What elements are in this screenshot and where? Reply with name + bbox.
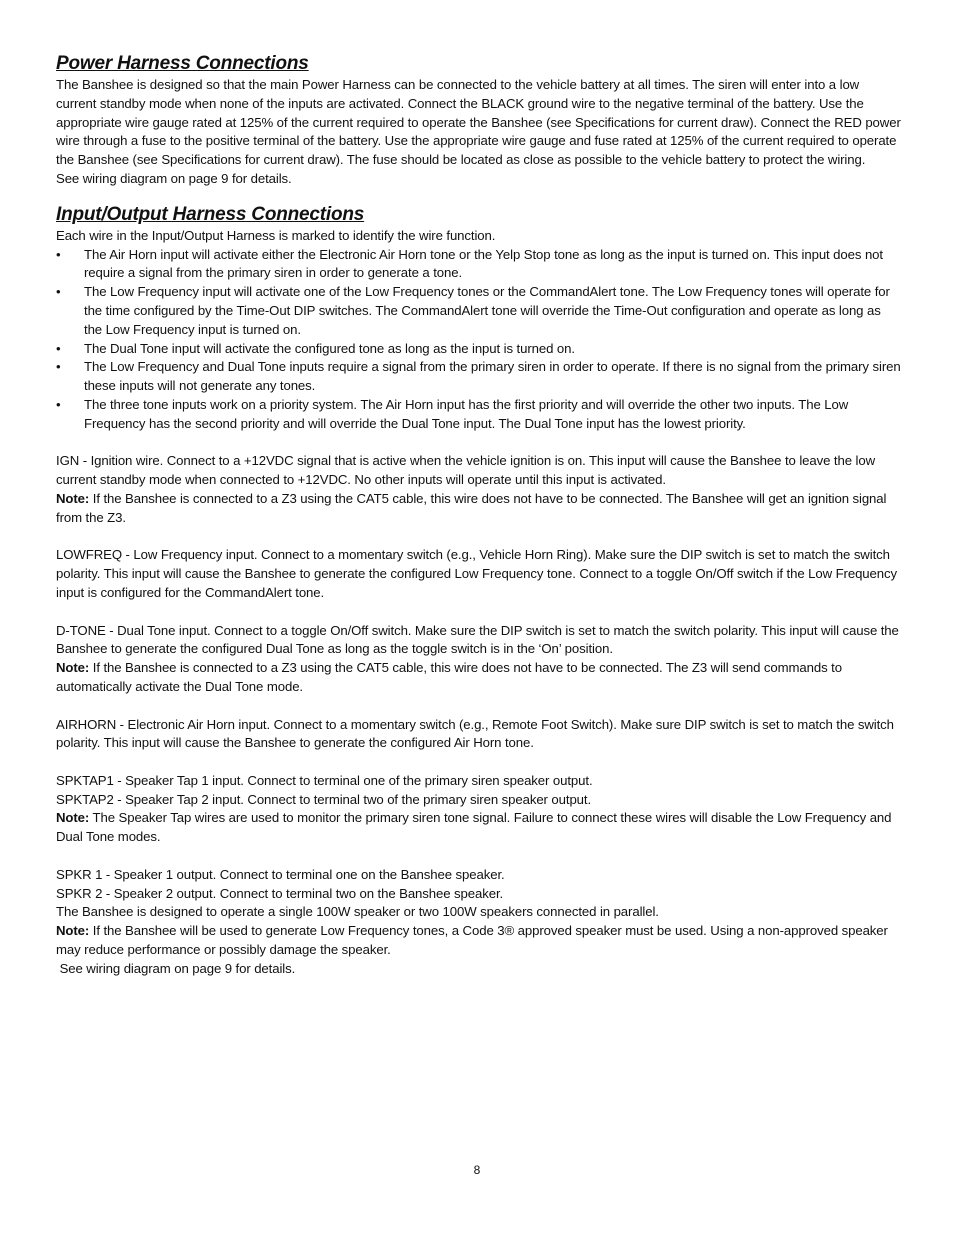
- spkr1-description: SPKR 1 - Speaker 1 output. Connect to terminal one on the Banshee speaker.: [56, 866, 505, 882]
- list-item: • The three tone inputs work on a priority system. The Air Horn input has the first priority and will override the other two inputs. The Low Frequency has the second priority and will override the Dual Tone input. The Dual Tone input has the lowest priority.: [56, 396, 849, 431]
- page-number: 8: [473, 1163, 481, 1177]
- io-harness-intro: Each wire in the Input/Output Harness is marked to identify the wire function.: [56, 227, 496, 243]
- speaker-see-diagram: See wiring diagram on page 9 for details.: [56, 960, 296, 976]
- spkr2-description: SPKR 2 - Speaker 2 output. Connect to terminal two on the Banshee speaker.: [56, 885, 504, 901]
- lowfreq-wire-section: [56, 546, 902, 602]
- io-bullet-list: [56, 246, 902, 434]
- speaker-note: Note: If the Banshee will be used to generate Low Frequency tones, a Code 3® approved speaker must be used. Using a non-approved speaker may reduce performance or possibly damage the speaker.: [56, 923, 888, 958]
- list-item: • The Air Horn input will activate either the Electronic Air Horn tone or the Yelp Stop tone as long as the input is turned on. This input does not require a signal from the primary siren in order to generate a tone.: [56, 246, 883, 281]
- airhorn-wire-section: [56, 716, 902, 754]
- spktap1-description: SPKTAP1 - Speaker Tap 1 input. Connect to terminal one of the primary siren speaker output.: [56, 772, 593, 788]
- dtone-wire-section: [56, 622, 902, 697]
- note-label: Note:: [56, 810, 90, 826]
- speaker-tap-note: Note: The Speaker Tap wires are used to monitor the primary siren tone signal. Failure to connect these wires will disable the Low Frequency and Dual Tone modes.: [56, 810, 892, 845]
- list-item: • The Low Frequency input will activate one of the Low Frequency tones or the CommandAlert tone. The Low Frequency tones will operate for the time configured by the Time-Out DIP switches. The CommandAlert tone will override the Time-Out configuration and operate as long as the Low Frequency input is turned on.: [56, 284, 890, 337]
- ign-wire-note: Note: If the Banshee is connected to a Z3 using the CAT5 cable, this wire does not have to be connected. The Banshee will get an ignition signal from the Z3.: [56, 490, 887, 525]
- power-harness-section: [56, 52, 902, 189]
- power-harness-body: The Banshee is designed so that the main Power Harness can be connected to the vehicle battery at all times. The siren will enter into a low current standby mode when none of the inputs are activated. Connect the BLACK ground wire to the negative terminal of the battery. Use the appropriate wire gauge rated at 125% of the current required to operate the Banshee (see Specifications for current draw). Connect the RED power wire through a fuse to the positive terminal of the battery. Use the appropriate wire gauge and fuse rated at 125% of the current required to operate the Banshee (see Specifications for current draw). The fuse should be located as close as possible to the vehicle battery to protect the wiring.: [56, 77, 901, 168]
- spktap2-description: SPKTAP2 - Speaker Tap 2 input. Connect to terminal two of the primary siren speaker output.: [56, 791, 592, 807]
- bullet-icon: •: [56, 284, 61, 300]
- list-item: • The Low Frequency and Dual Tone inputs require a signal from the primary siren in order to operate. If there is no signal from the primary siren these inputs will not generate any tones.: [56, 359, 901, 394]
- dtone-wire-description: D-TONE - Dual Tone input. Connect to a toggle On/Off switch. Make sure the DIP switch is set to match the switch polarity. This input will cause the Banshee to generate the configured Dual Tone as long as the toggle switch is in the ‘On’ position.: [56, 622, 899, 657]
- bullet-icon: •: [56, 396, 61, 412]
- speaker-output-section: [56, 866, 902, 979]
- io-harness-heading: Input/Output Harness Connections: [56, 203, 365, 225]
- lowfreq-wire-description: LOWFREQ - Low Frequency input. Connect to a momentary switch (e.g., Vehicle Horn Ring). Make sure the DIP switch is set to match the switch polarity. This input will cause the Banshee to generate the configured Low Frequency tone. Connect to a toggle On/Off switch if the Low Frequency input is configured for the CommandAlert tone.: [56, 547, 897, 600]
- dtone-wire-note: Note: If the Banshee is connected to a Z3 using the CAT5 cable, this wire does not have to be connected. The Z3 will send commands to automatically activate the Dual Tone mode.: [56, 660, 842, 694]
- note-label: Note:: [56, 490, 90, 506]
- note-label: Note:: [56, 923, 90, 939]
- speaker-tap-section: [56, 772, 902, 847]
- list-item: • The Dual Tone input will activate the configured tone as long as the input is turned on.: [56, 340, 902, 359]
- bullet-icon: •: [56, 359, 61, 375]
- speaker-config-text: The Banshee is designed to operate a single 100W speaker or two 100W speakers connected in parallel.: [56, 904, 659, 920]
- airhorn-wire-description: AIRHORN - Electronic Air Horn input. Connect to a momentary switch (e.g., Remote Foot Switch). Make sure DIP switch is set to match the switch polarity. This input will cause the Banshee to generate the configured Air Horn tone.: [56, 716, 894, 751]
- ign-wire-description: IGN - Ignition wire. Connect to a +12VDC signal that is active when the vehicle ignition is on. This input will cause the Banshee to leave the low current standby mode when connected to +12VDC. No other inputs will operate until this input is activated.: [56, 453, 875, 488]
- io-harness-section: [56, 203, 902, 434]
- bullet-icon: •: [56, 246, 61, 262]
- bullet-icon: •: [56, 340, 61, 356]
- page-content: [56, 52, 902, 979]
- power-harness-see-diagram: See wiring diagram on page 9 for details.: [56, 170, 292, 186]
- power-harness-heading: Power Harness Connections: [56, 53, 309, 74]
- ign-wire-section: [56, 452, 902, 527]
- note-label: Note:: [56, 660, 90, 676]
